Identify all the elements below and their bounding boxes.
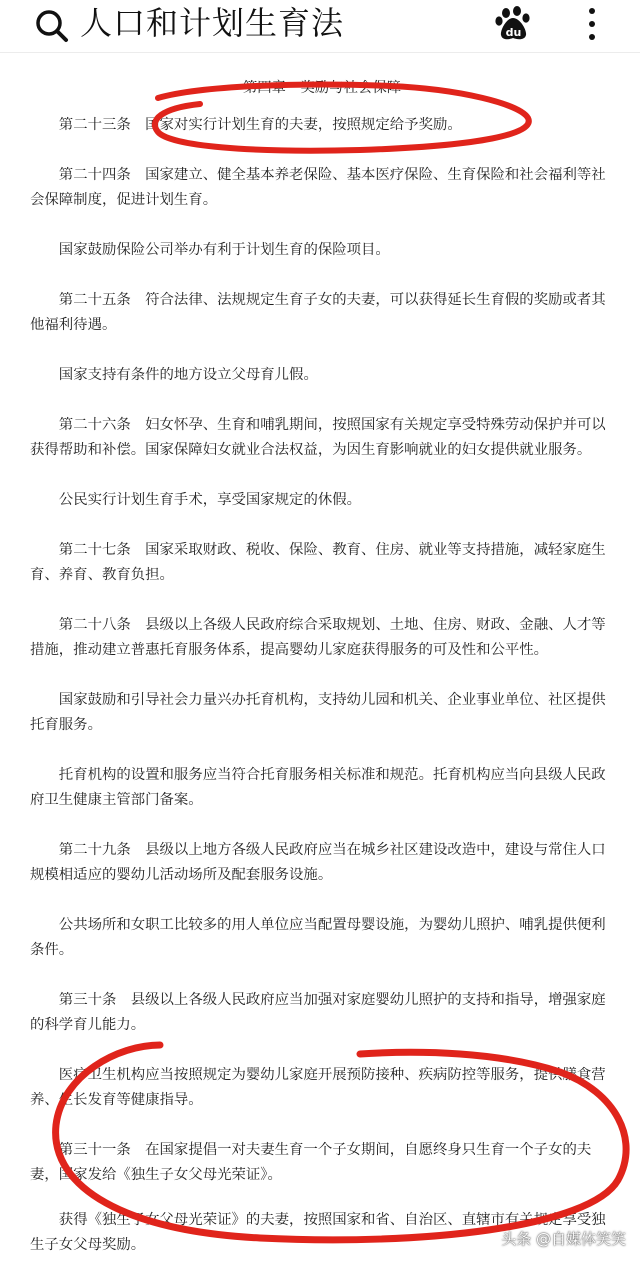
page-title: 人口和计划生育法 [80, 4, 345, 42]
article-31: 第三十一条 在国家提倡一对夫妻生育一个子女期间，自愿终身只生育一个子女的夫妻，国家发给《独生子女父母光荣证》。 [30, 1142, 592, 1183]
article-26-clause-2: 公民实行计划生育手术，享受国家规定的休假。 [58, 492, 362, 508]
more-vertical-icon[interactable] [582, 4, 602, 44]
watermark: 头条 @自媒体笑笑 [501, 1230, 626, 1248]
article-29: 第二十九条 县级以上地方各级人民政府应当在城乡社区建设改造中，建设与常住人口规模相适应的婴幼儿活动场所及配套服务设施。 [30, 842, 606, 883]
top-bar [0, 0, 640, 53]
article-29-clause-2: 公共场所和女职工比较多的用人单位应当配置母婴设施，为婴幼儿照护、哺乳提供便利条件。 [30, 917, 606, 958]
article-26: 第二十六条 妇女怀孕、生育和哺乳期间，按照国家有关规定享受特殊劳动保护并可以获得帮助和补偿。国家保障妇女就业合法权益，为因生育影响就业的妇女提供就业服务。 [30, 417, 606, 458]
article-27: 第二十七条 国家采取财政、税收、保险、教育、住房、就业等支持措施，减轻家庭生育、养育、教育负担。 [30, 542, 606, 583]
baidu-paw-icon[interactable] [494, 4, 534, 44]
article-24: 第二十四条 国家建立、健全基本养老保险、基本医疗保险、生育保险和社会福利等社会保障制度，促进计划生育。 [30, 167, 606, 208]
article-24-clause-2: 国家鼓励保险公司举办有利于计划生育的保险项目。 [58, 242, 390, 258]
article-25-clause-2: 国家支持有条件的地方设立父母育儿假。 [58, 367, 318, 383]
svg-text:du: du [505, 26, 522, 39]
search-icon[interactable] [32, 6, 72, 46]
article-30-clause-2: 医疗卫生机构应当按照规定为婴幼儿家庭开展预防接种、疾病防控等服务，提供膳食营养、生长发育等健康指导。 [30, 1067, 606, 1108]
law-document [30, 60, 614, 1283]
article-25: 第二十五条 符合法律、法规规定生育子女的夫妻，可以获得延长生育假的奖励或者其他福利待遇。 [30, 292, 606, 333]
article-23: 第二十三条 国家对实行计划生育的夫妻，按照规定给予奖励。 [58, 117, 462, 133]
article-28-clause-2: 国家鼓励和引导社会力量兴办托育机构，支持幼儿园和机关、企业事业单位、社区提供托育服务。 [30, 692, 606, 733]
article-28-clause-3: 托育机构的设置和服务应当符合托育服务相关标准和规范。托育机构应当向县级人民政府卫生健康主管部门备案。 [30, 767, 606, 808]
article-31-clause-2: 获得《独生子女父母光荣证》的夫妻，按照国家和省、自治区、直辖市有关规定享受独生子女父母奖励。 [30, 1212, 606, 1253]
article-30: 第三十条 县级以上各级人民政府应当加强对家庭婴幼儿照护的支持和指导，增强家庭的科学育儿能力。 [30, 992, 606, 1033]
article-28: 第二十八条 县级以上各级人民政府综合采取规划、土地、住房、财政、金融、人才等措施，推动建立普惠托育服务体系，提高婴幼儿家庭获得服务的可及性和公平性。 [30, 617, 606, 658]
chapter-heading: 第四章 奖励与社会保障 [242, 80, 402, 96]
